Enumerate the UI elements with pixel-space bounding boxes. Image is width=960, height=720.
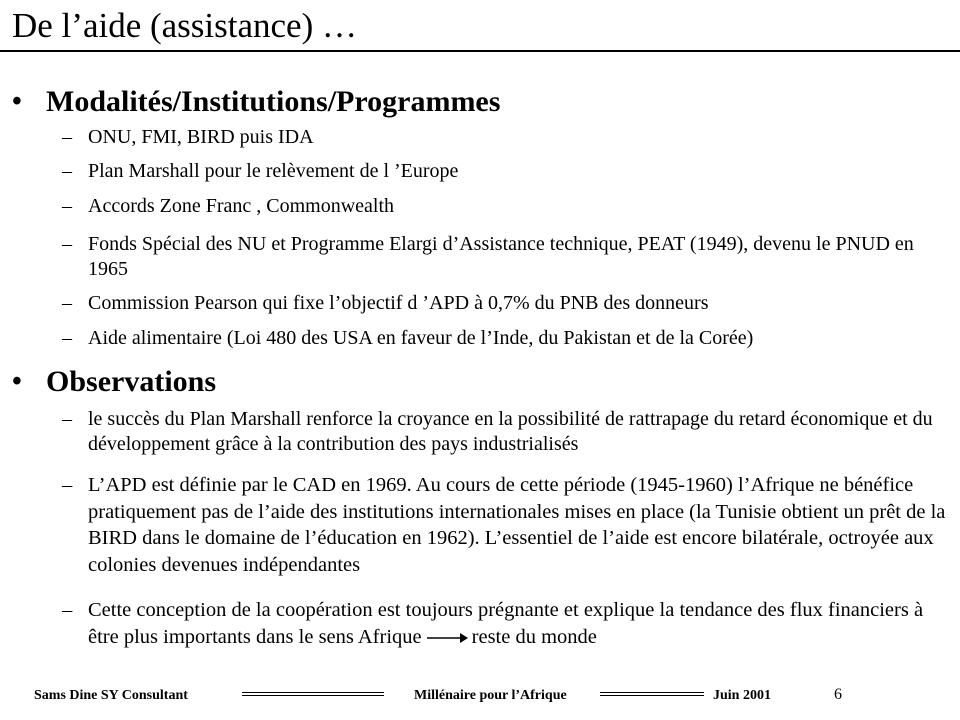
list-item-text: L’APD est définie par le CAD en 1969. Au cours de cette période (1945-1960) l’Afrique ne bénéfice pratiquement pas de l’aide des institutions internationales mises en place (la Tunisie obtient un prêt de la BIRD dans le domaine de l’éducation en 1962). L’essentiel de l’aide est encore bilatérale, octroyée aux colonies devenues indépendantes [88, 474, 946, 577]
bullet-dot: • [12, 366, 22, 397]
list-item-text: Accords Zone Franc , Commonwealth [88, 195, 395, 217]
dash-marker: – [62, 195, 72, 217]
page-number: 6 [834, 686, 842, 703]
dash-marker: – [62, 599, 73, 621]
arrow-right-icon [426, 631, 468, 645]
footer-rule-left [242, 692, 384, 696]
dash-marker: – [62, 327, 72, 349]
list-item-text: Cette conception de la coopération est toujours prégnante et explique la tendance des flux financiers à être plus importants dans le sens Afrique [88, 599, 924, 648]
list-item-text: Plan Marshall pour le relèvement de l ’Europe [88, 160, 459, 182]
list-item-text: ONU, FMI, BIRD puis IDA [88, 126, 314, 148]
list-item-text: Aide alimentaire (Loi 480 des USA en faveur de l’Inde, du Pakistan et de la Corée) [88, 327, 754, 349]
footer-date: Juin 2001 [713, 688, 771, 703]
bullet-dot: • [12, 86, 22, 117]
list-item-text: le succès du Plan Marshall renforce la croyance en la possibilité de rattrapage du retard économique et du développement grâce à la contribution des pays industrialisés [88, 408, 933, 455]
dash-marker: – [62, 233, 72, 255]
dash-marker: – [62, 292, 72, 314]
list-item-text-end: reste du monde [471, 625, 597, 648]
footer-center: Millénaire pour l’Afrique [414, 688, 567, 703]
dash-marker: – [62, 408, 72, 430]
list-item-text: Commission Pearson qui fixe l’objectif d ’APD à 0,7% du PNB des donneurs [88, 292, 709, 314]
dash-marker: – [62, 126, 72, 148]
list-item-text-wrapper [88, 597, 946, 650]
title-underline [0, 50, 960, 52]
footer-author: Sams Dine SY Consultant [34, 688, 188, 703]
section-heading-text: Observations [46, 365, 217, 398]
list-item-text: Fonds Spécial des NU et Programme Elargi d’Assistance technique, PEAT (1949), devenu le PNUD en 1965 [88, 233, 914, 280]
dash-marker: – [62, 160, 72, 182]
footer-rule-right [600, 692, 704, 696]
slide-title: De l’aide (assistance) … [12, 6, 357, 45]
dash-marker: – [62, 474, 73, 496]
section-heading-text: Modalités/Institutions/Programmes [46, 85, 501, 118]
